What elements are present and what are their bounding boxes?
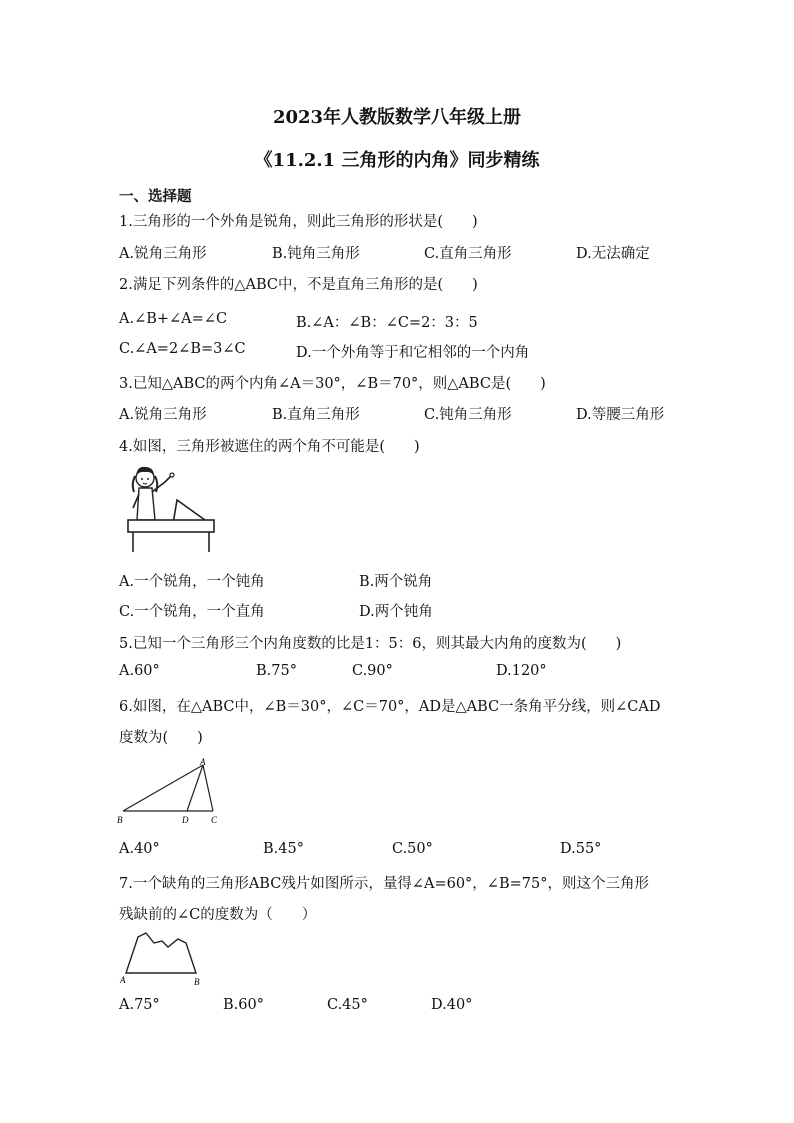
question-3-option-a: A.锐角三角形 — [119, 407, 207, 423]
question-4-option-c: C.一个锐角，一个直角 — [119, 604, 265, 620]
question-6-option-d: D.55° — [560, 841, 602, 857]
vertex-label-b: B — [194, 977, 200, 987]
question-7-stem-line-2: 残缺前的∠C的度数为（ ） — [119, 907, 317, 923]
question-5-option-b: B.75° — [256, 663, 297, 679]
question-6-stem-line-2: 度数为( ) — [119, 730, 203, 746]
question-3-option-d: D.等腰三角形 — [576, 407, 665, 423]
vertex-label-c: C — [211, 815, 218, 825]
question-6-option-c: C.50° — [392, 841, 433, 857]
question-1-option-b: B.钝角三角形 — [272, 246, 360, 262]
question-4-option-d: D.两个钝角 — [359, 604, 433, 620]
question-3-stem: 3.已知△ABC的两个内角∠A＝30°，∠B＝70°，则△ABC是( ) — [119, 376, 546, 392]
section-heading: 一、选择题 — [119, 188, 192, 205]
question-1-option-d: D.无法确定 — [576, 246, 650, 262]
girl-hiding-triangle-figure — [125, 462, 217, 554]
question-4-stem: 4.如图，三角形被遮住的两个角不可能是( ) — [119, 439, 420, 455]
question-5-option-d: D.120° — [496, 663, 547, 679]
question-1-stem: 1.三角形的一个外角是锐角，则此三角形的形状是( ) — [119, 214, 478, 230]
question-2-option-c: C.∠A=2∠B=3∠C — [119, 341, 246, 357]
question-5-stem: 5.已知一个三角形三个内角度数的比是1：5：6，则其最大内角的度数为( ) — [119, 636, 622, 652]
question-7-option-c: C.45° — [327, 997, 368, 1013]
vertex-label-b: B — [117, 815, 123, 825]
question-6-option-b: B.45° — [263, 841, 304, 857]
question-7-stem-line-1: 7.一个缺角的三角形ABC残片如图所示，量得∠A=60°，∠B=75°，则这个三角形 — [119, 876, 649, 892]
question-5-option-a: A.60° — [119, 663, 160, 679]
question-5-option-c: C.90° — [352, 663, 393, 679]
worksheet-subtitle: 《11.2.1 三角形的内角》同步精练 — [254, 150, 540, 171]
question-7-option-d: D.40° — [431, 997, 473, 1013]
vertex-label-a: A — [120, 975, 126, 985]
question-3-option-b: B.直角三角形 — [272, 407, 360, 423]
vertex-label-a: A — [200, 757, 206, 767]
question-4-option-b: B.两个锐角 — [359, 574, 433, 590]
question-7-option-b: B.60° — [223, 997, 264, 1013]
broken-triangle-figure — [118, 927, 208, 989]
question-1-option-a: A.锐角三角形 — [119, 246, 207, 262]
worksheet-title: 2023年人教版数学八年级上册 — [272, 107, 522, 128]
point-label-d: D — [182, 815, 189, 825]
question-7-option-a: A.75° — [119, 997, 160, 1013]
question-6-stem-line-1: 6.如图，在△ABC中，∠B＝30°，∠C＝70°，AD是△ABC一条角平分线，则∠CAD — [119, 699, 661, 715]
question-2-option-b: B.∠A：∠B：∠C=2：3：5 — [296, 315, 478, 331]
question-1-option-c: C.直角三角形 — [424, 246, 512, 262]
question-6-option-a: A.40° — [119, 841, 160, 857]
question-2-option-d: D.一个外角等于和它相邻的一个内角 — [296, 345, 530, 361]
triangle-abc-angle-bisector-figure — [115, 757, 225, 827]
question-2-stem: 2.满足下列条件的△ABC中，不是直角三角形的是( ) — [119, 277, 478, 293]
question-2-option-a: A.∠B+∠A=∠C — [119, 311, 228, 327]
question-3-option-c: C.钝角三角形 — [424, 407, 512, 423]
question-4-option-a: A.一个锐角，一个钝角 — [119, 574, 265, 590]
